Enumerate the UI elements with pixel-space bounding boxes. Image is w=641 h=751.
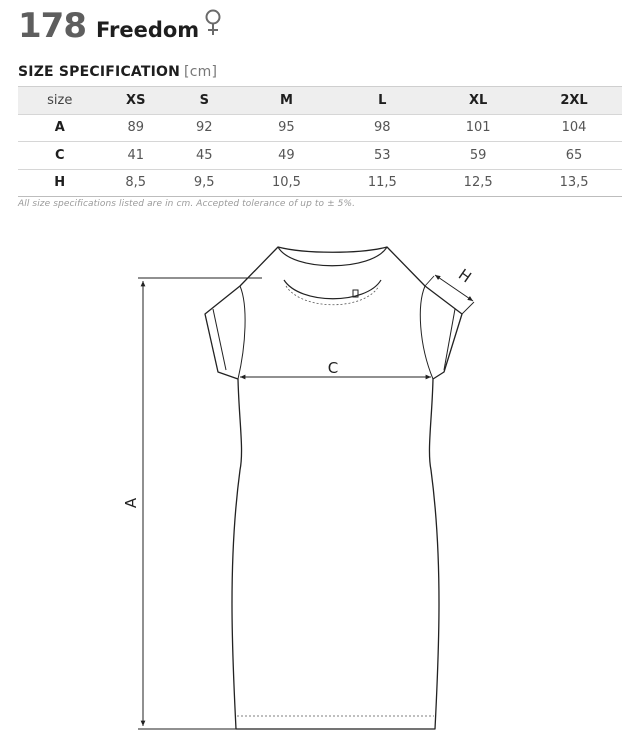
table-row: [18, 169, 622, 197]
table-cell: 9,5: [170, 169, 239, 197]
row-label: H: [18, 169, 102, 197]
size-table: [18, 86, 622, 197]
size-header-label: size: [18, 87, 102, 115]
dress-outline: [205, 247, 462, 729]
row-label: A: [18, 114, 102, 142]
size-col-2xl: 2XL: [526, 87, 622, 115]
table-cell: 95: [239, 114, 335, 142]
table-cell: 45: [170, 142, 239, 170]
product-code: 178: [18, 6, 86, 46]
product-header: [18, 6, 199, 46]
size-col-xl: XL: [430, 87, 526, 115]
table-cell: 13,5: [526, 169, 622, 197]
table-cell: 49: [239, 142, 335, 170]
table-cell: 11,5: [334, 169, 430, 197]
length-label: A: [122, 497, 140, 509]
table-cell: 65: [526, 142, 622, 170]
table-cell: 53: [334, 142, 430, 170]
table-cell: 101: [430, 114, 526, 142]
row-label: C: [18, 142, 102, 170]
sleeve-guide-b: [462, 302, 474, 314]
size-col-m: M: [239, 87, 335, 115]
product-name: Freedom: [95, 18, 200, 42]
spec-title: [18, 64, 217, 80]
table-cell: 41: [102, 142, 171, 170]
spec-title-text: SIZE SPECIFICATION: [18, 64, 181, 80]
table-cell: 59: [430, 142, 526, 170]
table-row: [18, 114, 622, 142]
table-cell: 12,5: [430, 169, 526, 197]
table-row: [18, 142, 622, 170]
table-cell: 89: [102, 114, 171, 142]
size-header-row: [18, 87, 622, 115]
size-col-xs: XS: [102, 87, 171, 115]
table-cell: 8,5: [102, 169, 171, 197]
table-cell: 10,5: [239, 169, 335, 197]
sleeve-label: H: [455, 265, 475, 287]
sleeve-guide-a: [425, 276, 434, 286]
female-symbol-icon: [204, 8, 222, 38]
spec-unit: [cm]: [184, 64, 218, 80]
dress-diagram: [0, 240, 641, 740]
table-cell: 98: [334, 114, 430, 142]
table-cell: 104: [526, 114, 622, 142]
size-col-s: S: [170, 87, 239, 115]
chest-label: C: [327, 359, 339, 377]
table-cell: 92: [170, 114, 239, 142]
size-col-l: L: [334, 87, 430, 115]
tolerance-note: All size specifications listed are in cm. Accepted tolerance of up to ± 5%.: [18, 199, 356, 209]
